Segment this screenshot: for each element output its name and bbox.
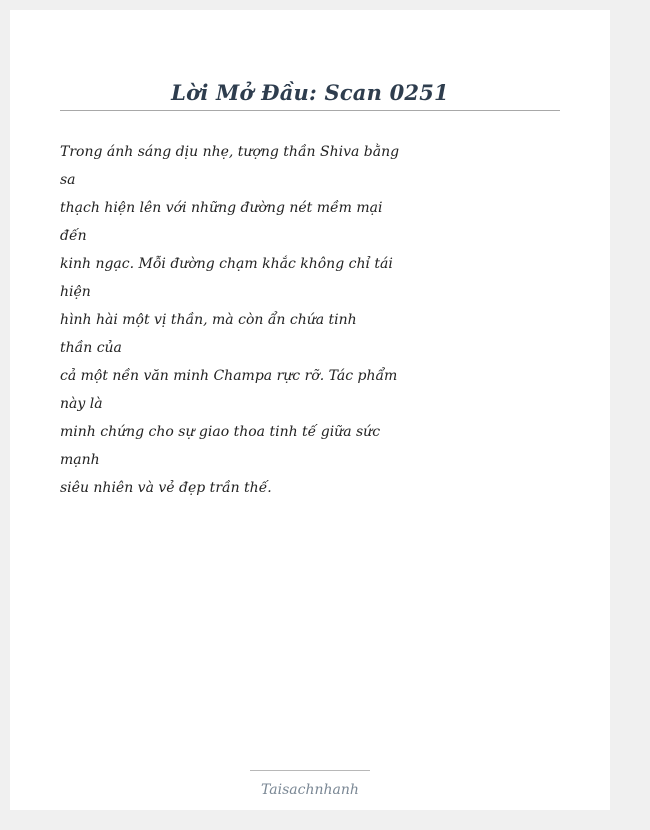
body-line: cả một nền văn minh Champa rực rỡ. Tác phẩm: [60, 368, 398, 384]
footer-brand: Taisachnhanh: [261, 782, 359, 798]
page-title: Lời Mở Đầu: Scan 0251: [171, 80, 449, 105]
body-line: hiện: [60, 284, 91, 300]
body-line: sa: [60, 172, 76, 188]
body-line: Trong ánh sáng dịu nhẹ, tượng thần Shiva bằng: [60, 144, 400, 160]
body-line: đến: [60, 228, 87, 244]
body-text: [60, 138, 400, 502]
title-divider: [60, 110, 560, 111]
body-line: này là: [60, 396, 103, 412]
body-line: siêu nhiên và vẻ đẹp trần thế.: [60, 480, 272, 496]
body-line: thạch hiện lên với những đường nét mềm mại: [60, 200, 383, 216]
body-line: minh chứng cho sự giao thoa tinh tế giữa sức: [60, 424, 381, 440]
body-line: kinh ngạc. Mỗi đường chạm khắc không chỉ tái: [60, 256, 393, 272]
document-page: [10, 10, 610, 810]
footer-divider: [250, 770, 370, 771]
body-line: hình hài một vị thần, mà còn ẩn chứa tinh: [60, 312, 357, 328]
body-line: mạnh: [60, 452, 100, 468]
body-line: thần của: [60, 340, 122, 356]
